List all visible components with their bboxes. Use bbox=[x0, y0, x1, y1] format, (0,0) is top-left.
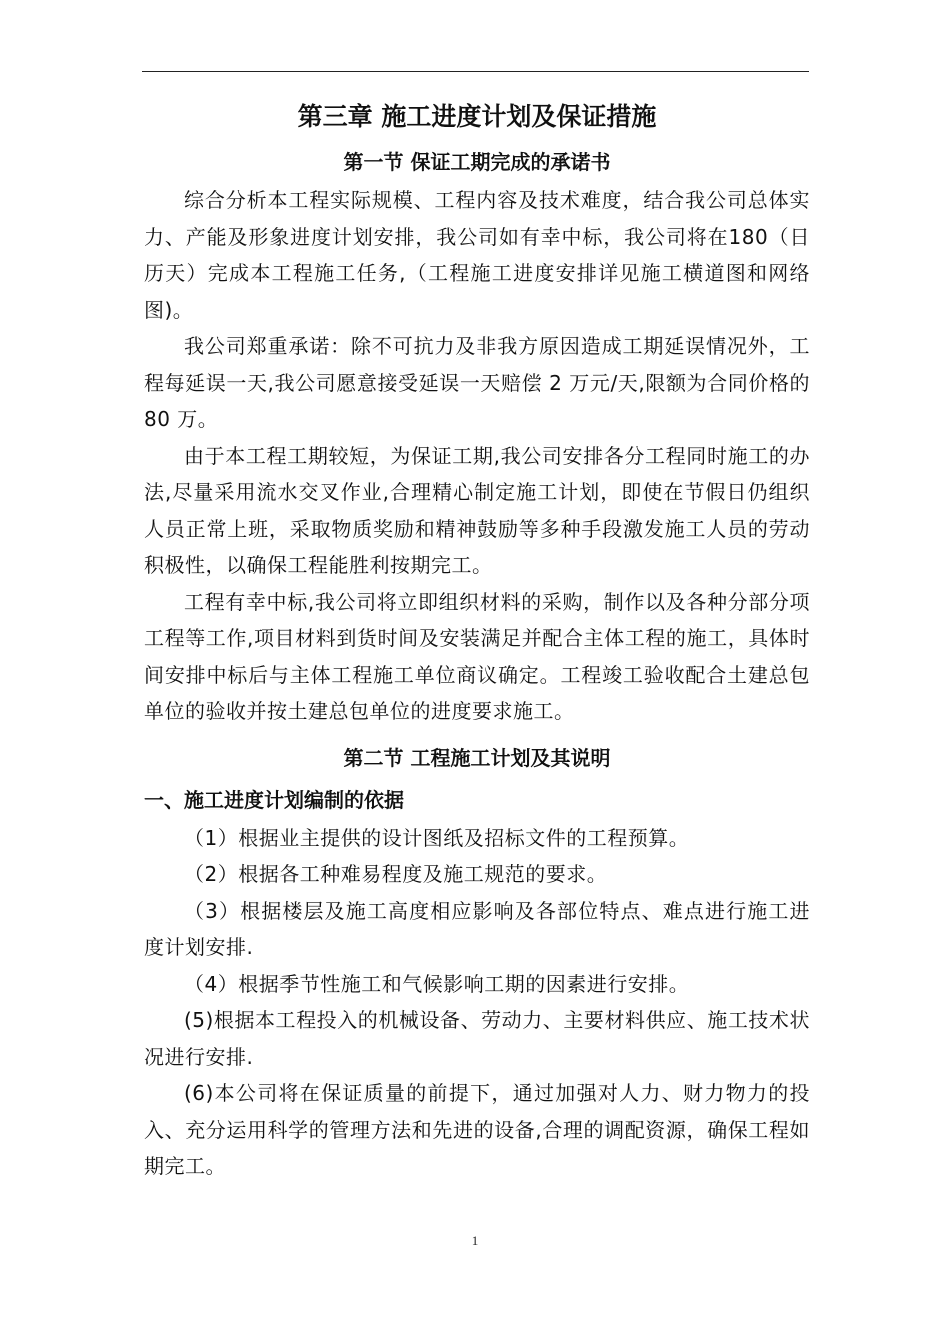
basis-item-4: （4）根据季节性施工和气候影响工期的因素进行安排。 bbox=[184, 971, 690, 996]
basis-item-6: (6)本公司将在保证质量的前提下，通过加强对人力、财力物力的投入、充分运用科学的管理方法和先进的设备,合理的调配资源，确保工程如期完工。 bbox=[144, 1081, 810, 1178]
document-body bbox=[144, 96, 810, 1185]
basis-item-1: （1）根据业主提供的设计图纸及招标文件的工程预算。 bbox=[184, 825, 690, 850]
section-1-paragraph-4: 工程有幸中标,我公司将立即组织材料的采购，制作以及各种分部分项工程等工作,项目材料到货时间及安装满足并配合主体工程的施工，具体时间安排中标后与主体工程施工单位商议确定。工程竣工验收配合土建总包单位的验收并按土建总包单位的进度要求施工。 bbox=[144, 589, 810, 723]
section-1-title: 第一节 保证工期完成的承诺书 bbox=[343, 150, 611, 174]
section-2-title: 第二节 工程施工计划及其说明 bbox=[343, 745, 611, 770]
section-1-paragraph-3: 由于本工程工期较短，为保证工期,我公司安排各分工程同时施工的办法,尽量采用流水交叉作业,合理精心制定施工计划，即使在节假日仍组织人员正常上班，采取物质奖励和精神鼓励等多种手段激发施工人员的劳动积极性，以确保工程能胜利按期完工。 bbox=[144, 443, 810, 577]
chapter-title: 第三章 施工进度计划及保证措施 bbox=[297, 102, 657, 131]
basis-item-5: (5)根据本工程投入的机械设备、劳动力、主要材料供应、施工技术状况进行安排. bbox=[144, 1008, 810, 1069]
header-rule bbox=[142, 71, 809, 72]
section-1-paragraph-1: 综合分析本工程实际规模、工程内容及技术难度，结合我公司总体实力、产能及形象进度计划安排，我公司如有幸中标，我公司将在180（日历天）完成本工程施工任务,（工程施工进度安排详见施工横道图和网络图)。 bbox=[144, 188, 810, 322]
basis-item-3: （3）根据楼层及施工高度相应影响及各部位特点、难点进行施工进度计划安排. bbox=[144, 898, 810, 959]
section-1-paragraph-2: 我公司郑重承诺：除不可抗力及非我方原因造成工期延误情况外，工程每延误一天,我公司愿意接受延误一天赔偿 2 万元/天,限额为合同价格的 80 万。 bbox=[144, 334, 810, 431]
basis-item-2: （2）根据各工种难易程度及施工规范的要求。 bbox=[184, 862, 608, 886]
page-number: 1 bbox=[471, 1233, 479, 1248]
subsection-title: 一、施工进度计划编制的依据 bbox=[144, 787, 404, 812]
